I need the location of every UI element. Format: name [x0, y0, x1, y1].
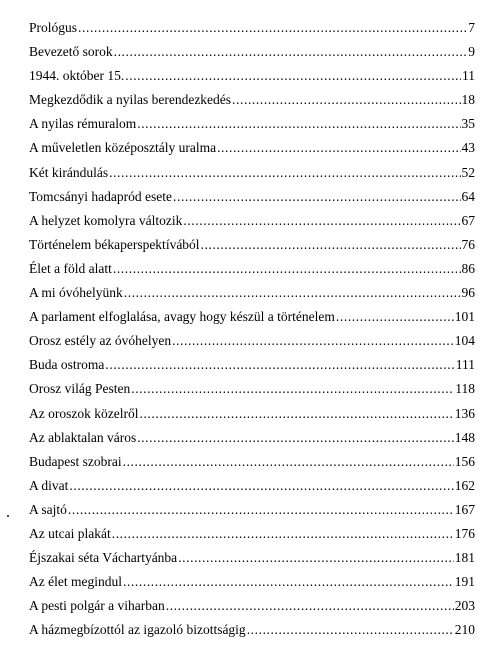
- toc-dot-leader: [232, 88, 460, 112]
- toc-entry-page-number: 181: [454, 550, 475, 566]
- toc-entry: [29, 402, 475, 426]
- toc-entry: [29, 112, 475, 136]
- toc-dot-leader: [137, 426, 454, 450]
- toc-entry-page-number: 203: [454, 598, 475, 614]
- toc-entry-title: Orosz világ Pesten: [29, 381, 131, 397]
- toc-entry-page-number: 7: [468, 20, 475, 35]
- toc-dot-leader: [173, 185, 460, 209]
- toc-entry: [29, 40, 475, 64]
- toc-entry-title: Prológus: [29, 20, 78, 35]
- toc-entry-page-number: 148: [454, 429, 475, 445]
- toc-entry-title: A parlament elfoglalása, avagy hogy készül a történelem: [29, 309, 335, 325]
- toc-entry: [29, 136, 475, 160]
- toc-entry: [29, 88, 475, 112]
- toc-entry-page-number: 96: [461, 285, 475, 301]
- toc-entry-title: Az ablaktalan város: [29, 429, 137, 445]
- toc-entry-page-number: 167: [454, 501, 475, 517]
- toc-dot-leader: [69, 474, 453, 498]
- toc-entry-title: Az élet megindul: [29, 574, 122, 590]
- toc-entry: [29, 281, 475, 305]
- toc-entry-title: A sajtó: [29, 501, 67, 517]
- toc-entry: [29, 16, 475, 40]
- toc-entry-page-number: 191: [454, 574, 475, 590]
- toc-entry-page-number: 136: [454, 405, 475, 421]
- toc-dot-leader: [217, 136, 460, 160]
- toc-entry-title: A nyilas rémuralom: [29, 116, 137, 132]
- toc-entry-title: Tomcsányi hadapród esete: [29, 188, 173, 204]
- toc-entry-title: Bevezető sorok: [29, 44, 113, 60]
- toc-entry: [29, 233, 475, 257]
- toc-dot-leader: [78, 16, 466, 40]
- toc-entry-page-number: 64: [461, 188, 475, 204]
- toc-dot-leader: [178, 546, 454, 570]
- toc-entry-title: A pesti polgár a viharban: [29, 598, 165, 614]
- toc-entry: [29, 570, 475, 594]
- toc-dot-leader: [201, 233, 461, 257]
- toc-entry-page-number: 11: [462, 68, 475, 84]
- toc-entry-page-number: 86: [461, 260, 475, 276]
- toc-dot-leader: [336, 305, 454, 329]
- toc-dot-leader: [112, 522, 454, 546]
- toc-entry: [29, 426, 475, 450]
- toc-entry: [29, 209, 475, 233]
- toc-dot-leader: [114, 40, 466, 64]
- toc-entry-page-number: 35: [461, 116, 475, 132]
- toc-entry-title: Az utcai plakát: [29, 525, 111, 541]
- table-of-contents: [29, 16, 475, 642]
- toc-entry: [29, 474, 475, 498]
- toc-entry-page-number: 43: [461, 140, 475, 156]
- toc-dot-leader: [123, 450, 454, 474]
- toc-entry: [29, 185, 475, 209]
- toc-entry-title: A helyzet komolyra változik: [29, 212, 183, 228]
- stray-mark: [7, 515, 9, 517]
- toc-entry-title: Buda ostroma: [29, 357, 105, 373]
- toc-entry-title: Két kirándulás: [29, 164, 109, 180]
- toc-entry-title: Orosz estély az óvóhelyen: [29, 333, 172, 349]
- toc-dot-leader: [137, 112, 460, 136]
- toc-entry: [29, 498, 475, 522]
- toc-entry: [29, 377, 475, 401]
- toc-entry: [29, 594, 475, 618]
- toc-dot-leader: [125, 64, 461, 88]
- toc-entry-title: A divat: [29, 477, 69, 493]
- toc-entry: [29, 305, 475, 329]
- toc-entry: [29, 329, 475, 353]
- toc-entry-title: Éjszakai séta Váchartyánba: [29, 550, 178, 566]
- toc-dot-leader: [124, 281, 461, 305]
- toc-entry: [29, 353, 475, 377]
- toc-entry-title: Budapest szobrai: [29, 453, 122, 469]
- toc-entry-page-number: 52: [461, 164, 475, 180]
- toc-entry-page-number: 9: [468, 44, 475, 60]
- toc-entry-title: A műveletlen középosztály uralma: [29, 140, 217, 156]
- toc-entry: [29, 257, 475, 281]
- toc-dot-leader: [172, 329, 454, 353]
- toc-dot-leader: [68, 498, 454, 522]
- toc-dot-leader: [139, 402, 453, 426]
- toc-entry: [29, 618, 475, 642]
- toc-entry-page-number: 67: [461, 212, 475, 228]
- toc-entry: [29, 64, 475, 88]
- toc-entry-page-number: 176: [454, 525, 475, 541]
- toc-entry-page-number: 104: [454, 333, 475, 349]
- toc-entry: [29, 450, 475, 474]
- toc-entry-page-number: 18: [461, 92, 475, 108]
- toc-dot-leader: [109, 161, 460, 185]
- toc-dot-leader: [123, 570, 454, 594]
- toc-entry: [29, 161, 475, 185]
- toc-dot-leader: [113, 257, 461, 281]
- toc-entry-title: Történelem békaperspektívából: [29, 236, 200, 252]
- toc-entry: [29, 522, 475, 546]
- toc-entry-page-number: 76: [461, 236, 475, 252]
- toc-entry-page-number: 156: [454, 453, 475, 469]
- toc-entry-page-number: 118: [455, 381, 475, 397]
- toc-entry-page-number: 162: [454, 477, 475, 493]
- toc-dot-leader: [247, 618, 454, 642]
- toc-dot-leader: [166, 594, 454, 618]
- toc-entry-title: A házmegbízottól az igazoló bizottságig: [29, 622, 246, 638]
- toc-dot-leader: [105, 353, 454, 377]
- toc-entry-page-number: 101: [454, 309, 475, 325]
- toc-entry-title: Élet a föld alatt: [29, 260, 112, 276]
- toc-entry-title: Az oroszok közelről: [29, 405, 139, 421]
- toc-entry-title: A mi óvóhelyünk: [29, 285, 123, 301]
- toc-entry-title: 1944. október 15.: [29, 68, 125, 84]
- toc-entry: [29, 546, 475, 570]
- toc-dot-leader: [183, 209, 460, 233]
- toc-dot-leader: [131, 377, 454, 401]
- toc-entry-page-number: 210: [454, 622, 475, 638]
- toc-entry-page-number: 111: [455, 357, 475, 373]
- toc-entry-title: Megkezdődik a nyilas berendezkedés: [29, 92, 232, 108]
